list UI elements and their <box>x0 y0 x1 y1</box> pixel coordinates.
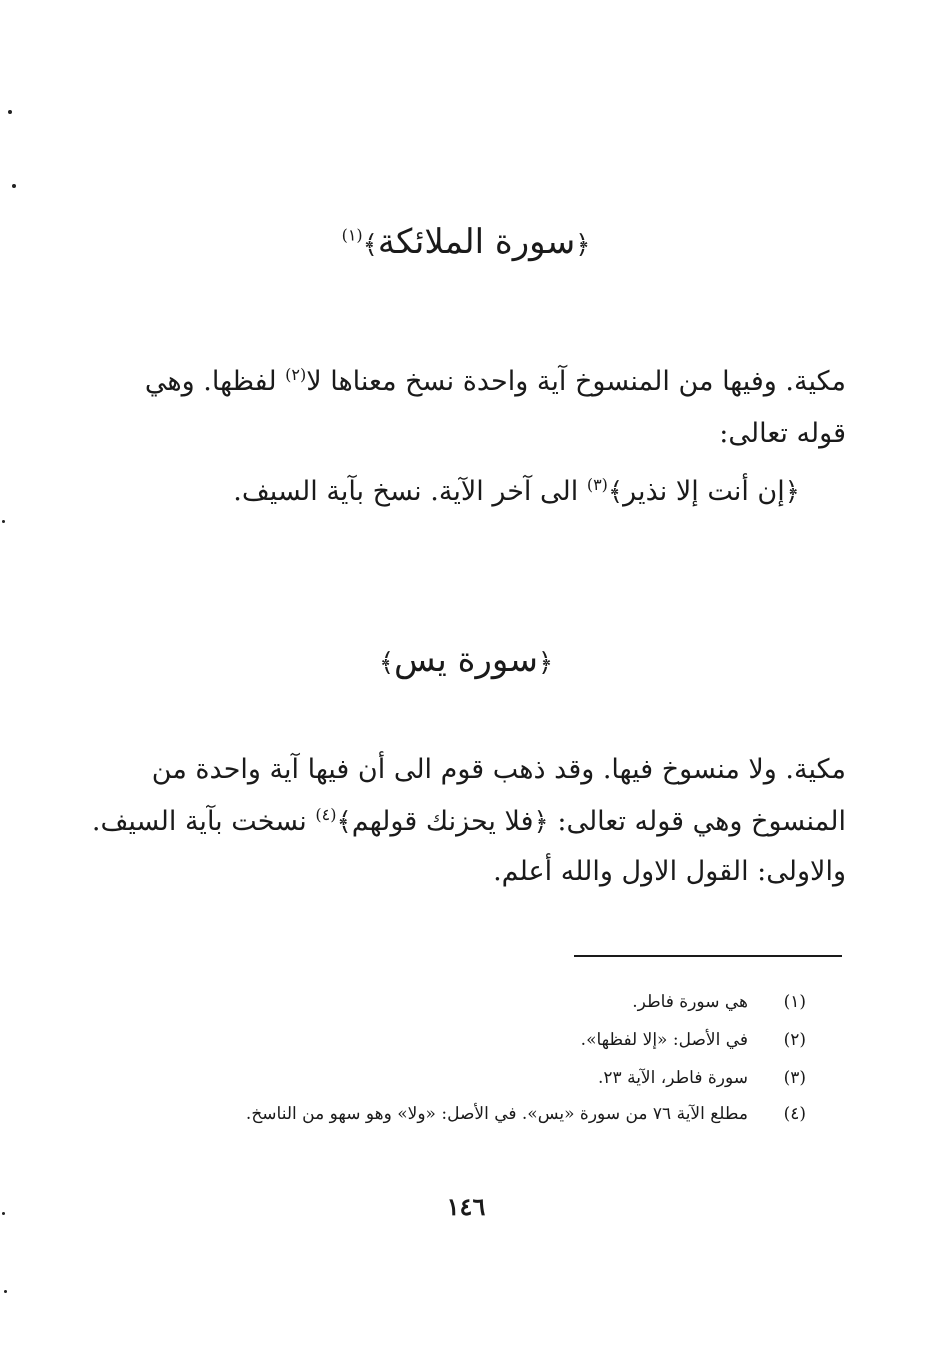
line-text: والاولى: القول الاول والله أعلم. <box>493 856 846 887</box>
paragraph-line <box>96 362 846 402</box>
ornament-open: ﴿ <box>575 230 591 260</box>
footnote-number: (٢) <box>783 1030 806 1050</box>
section-title-text: سورة يس <box>394 640 538 680</box>
footnote-number: (٤) <box>783 1104 806 1124</box>
ornament-close: ﴾ <box>378 648 395 678</box>
ornament-close: ﴾ <box>336 807 352 837</box>
footnote-ref: (٣) <box>586 475 608 494</box>
footnote-text: سورة فاطر، الآية ٢٣. <box>598 1068 748 1088</box>
footnote-text: في الأصل: «إلا لفظها». <box>580 1030 748 1050</box>
page-number: ١٤٦ <box>446 1192 486 1221</box>
footnote-number: (٣) <box>783 1068 806 1088</box>
section-title-yasin <box>0 636 932 687</box>
verse-line <box>180 472 800 512</box>
scan-speck <box>4 1290 7 1293</box>
paragraph-line <box>96 414 846 454</box>
line-text: مكية. وفيها من المنسوخ آية واحدة نسخ معناها لا <box>306 366 846 397</box>
footnote-separator <box>574 955 842 957</box>
footnote-item <box>86 1028 806 1052</box>
ornament-close: ﴾ <box>607 477 624 507</box>
line-text: لفظها. وهي <box>144 366 277 397</box>
line-text: المنسوخ وهي قوله تعالى: <box>557 806 846 837</box>
section-title-text: سورة الملائكة <box>377 222 576 262</box>
footnote-ref: (٤) <box>315 805 337 824</box>
footnote-text: مطلع الآية ٧٦ من سورة «يس». في الأصل: «ولا» وهو سهو من الناسخ. <box>245 1104 748 1124</box>
paragraph-line <box>96 750 846 790</box>
footnote-item <box>86 1066 806 1090</box>
footnote-number: (١) <box>783 992 806 1012</box>
footnote-item <box>86 1102 806 1126</box>
paragraph-line <box>96 852 846 892</box>
line-text: مكية. ولا منسوخ فيها. وقد ذهب قوم الى أن فيها آية واحدة من <box>151 754 846 785</box>
line-text: نسخت بآية السيف. <box>91 806 307 837</box>
line-text: قوله تعالى: <box>719 418 846 449</box>
ornament-open: ﴿ <box>784 477 800 507</box>
section-title-malaika <box>0 218 932 269</box>
verse-quote: فلا يحزنك قولهم <box>351 806 534 837</box>
footnote-ref: (٢) <box>285 365 307 384</box>
scan-speck <box>2 520 5 523</box>
scan-speck <box>12 184 16 188</box>
ornament-close: ﴾ <box>362 230 378 260</box>
paragraph-line <box>91 802 846 842</box>
footnote-text: هي سورة فاطر. <box>632 992 748 1012</box>
scan-speck <box>8 110 12 114</box>
footnote-item <box>86 990 806 1014</box>
ornament-open: ﴿ <box>533 807 549 837</box>
verse-rest: الى آخر الآية. نسخ بآية السيف. <box>233 476 579 507</box>
footnote-ref: (١) <box>341 225 363 245</box>
ornament-open: ﴿ <box>537 648 554 678</box>
verse-quote: إن أنت إلا نذير <box>623 476 785 507</box>
